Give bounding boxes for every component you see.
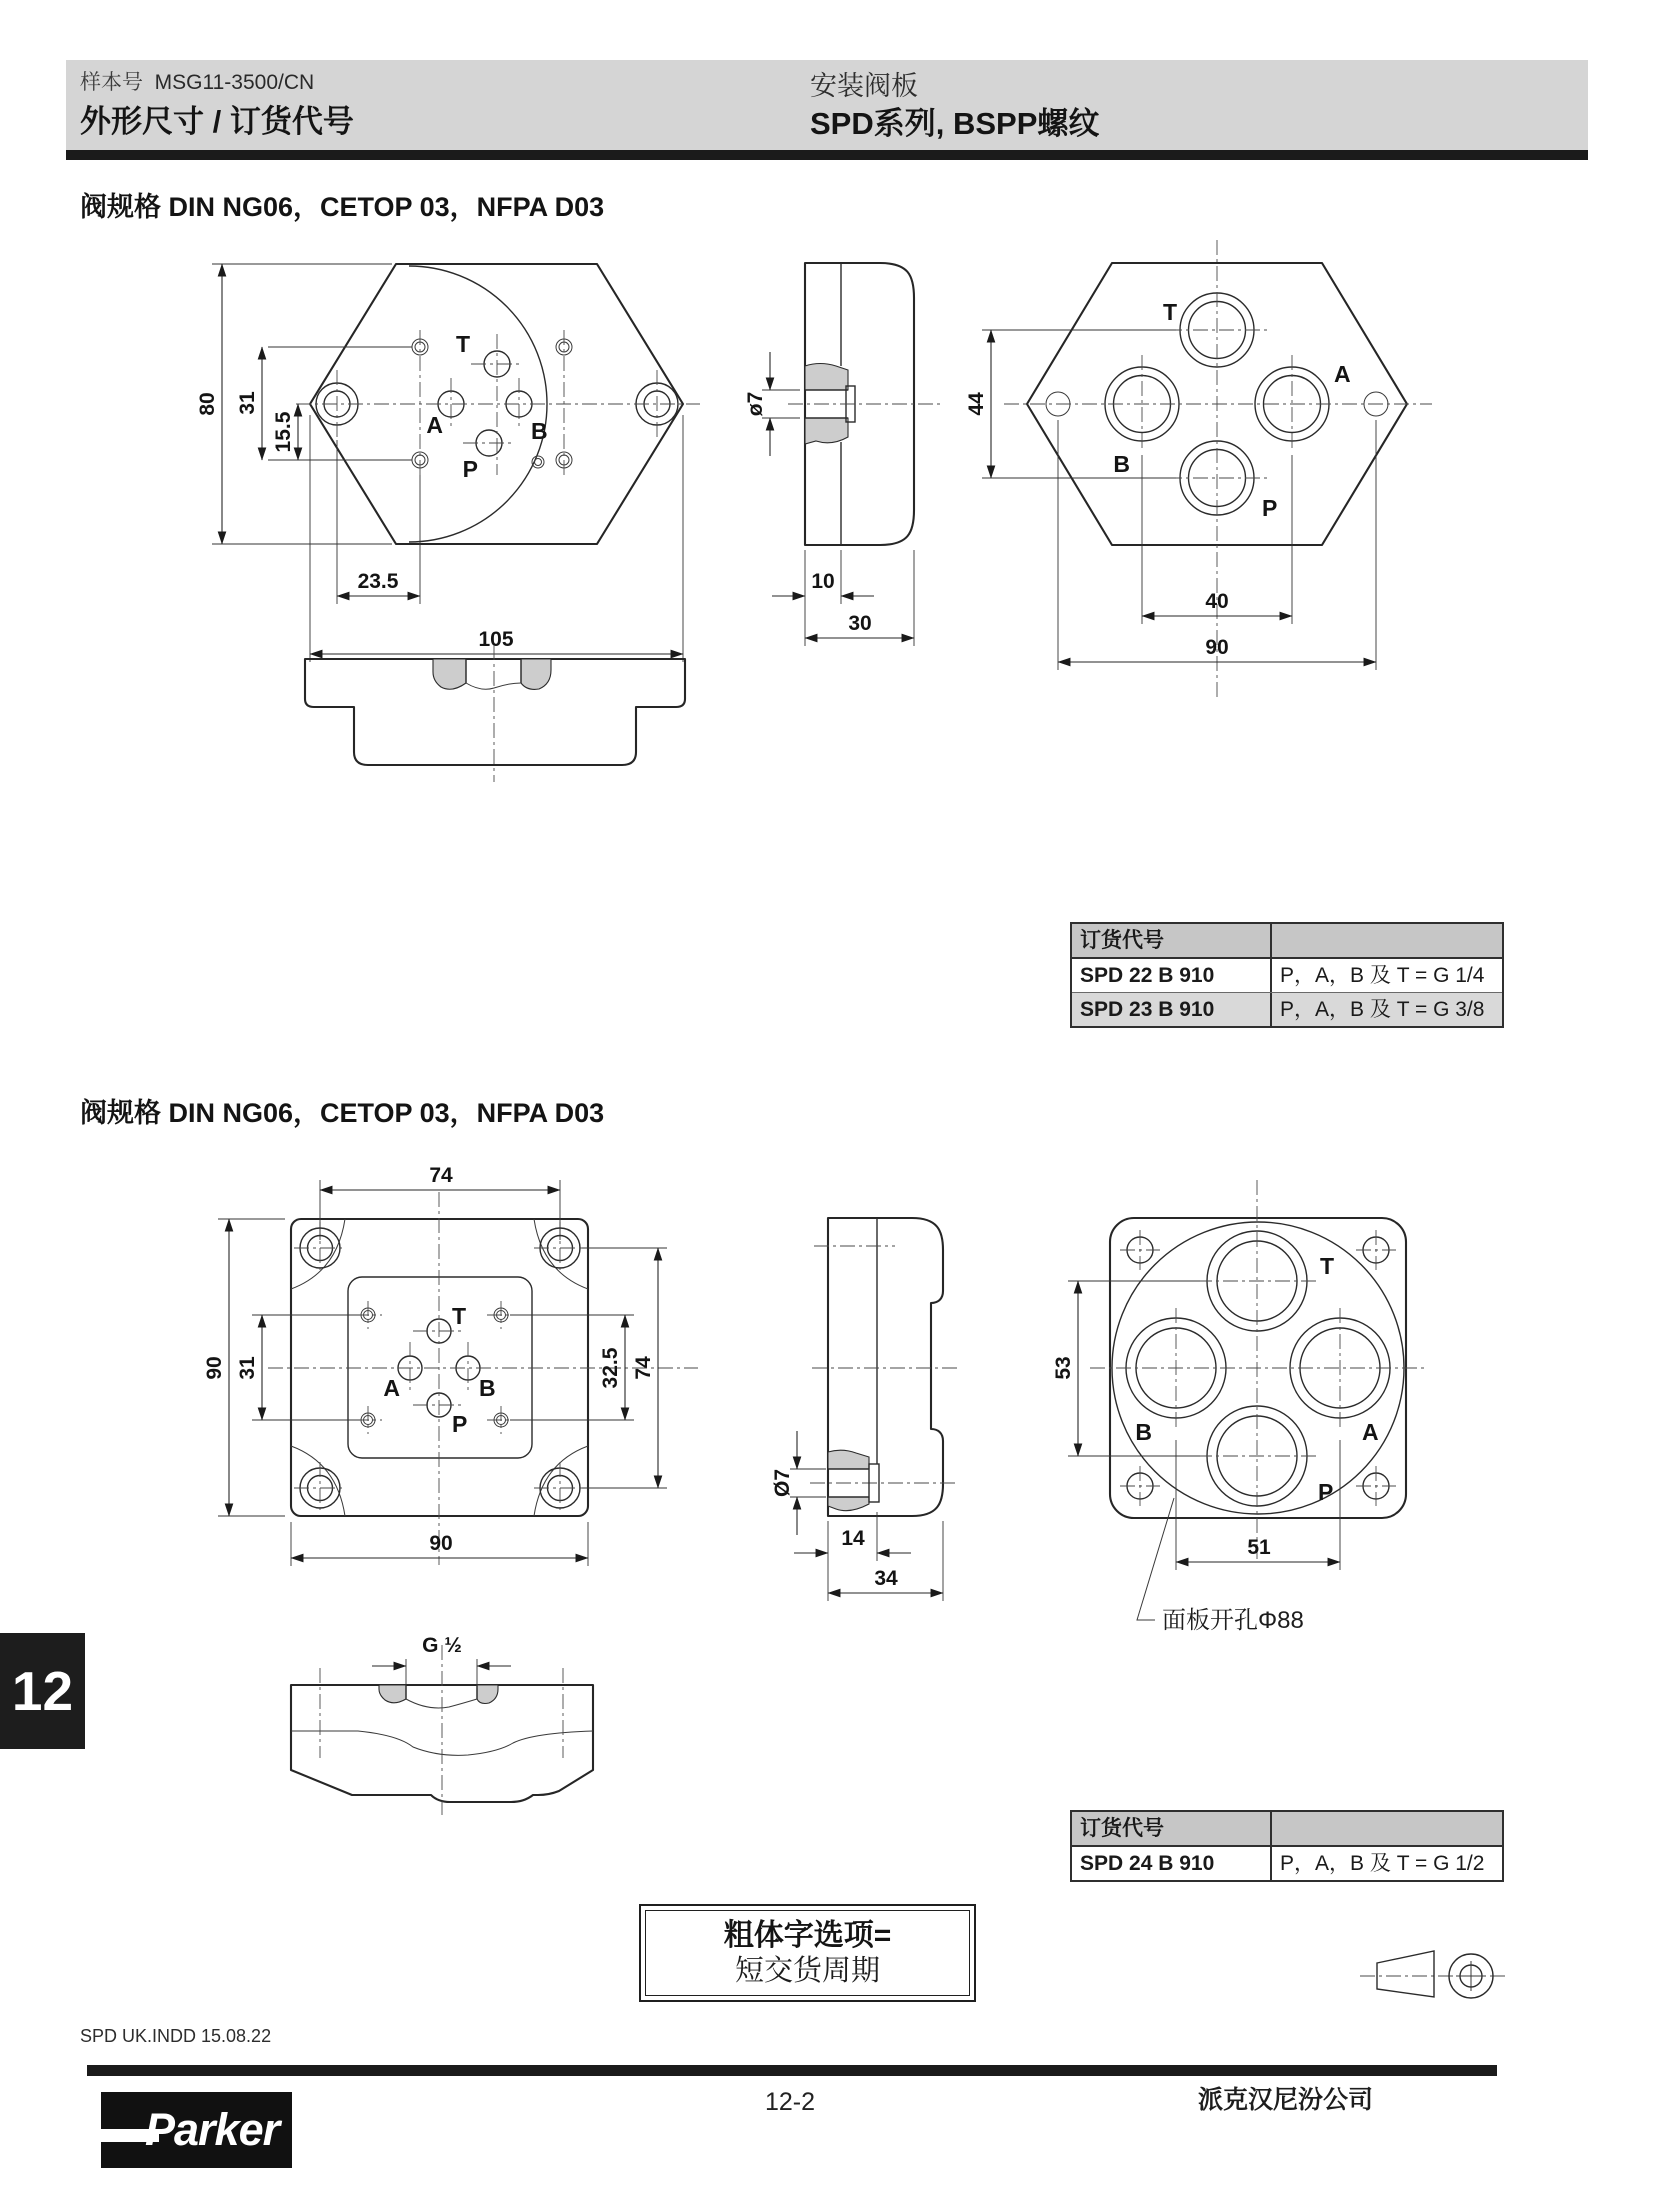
order-code-table-2 [1070, 1810, 1504, 1882]
table-header-row [1072, 1812, 1502, 1847]
order-desc: P，A，B 及 T = G 3/8 [1270, 993, 1502, 1026]
table2-header-label: 订货代号 [1072, 1812, 1270, 1847]
d1-dim-offset: 15.5 [272, 411, 295, 453]
note-inner-frame [645, 1910, 970, 1996]
d1-port-t-label: T [455, 331, 470, 357]
d2-side-view [771, 1218, 958, 1601]
order-code: SPD 23 B 910 [1080, 998, 1215, 1021]
doc-number: MSG11-3500/CN [154, 71, 315, 94]
d2r-port-b-label: B [1135, 1419, 1152, 1445]
d2-dim-total-thk: 34 [874, 1567, 898, 1590]
table-row [1072, 959, 1502, 993]
doc-label: 样本号 [80, 71, 143, 94]
table-row [1072, 1847, 1502, 1880]
d1-rear-view [965, 240, 1432, 700]
parker-logo-text: Parker [145, 2104, 280, 2155]
d1-dim-port-span-v: 44 [965, 392, 988, 416]
d2r-port-p-label: P [1318, 1479, 1334, 1505]
d1-dim-port-span-h: 40 [1205, 590, 1229, 613]
d1-dim-plate-thk: 10 [811, 570, 835, 593]
d2-dim-stud-dia: Ø7 [771, 1468, 794, 1498]
d1-side-view [744, 263, 940, 646]
d2-dim-bolt-span: 31 [236, 1356, 259, 1380]
d1-port-p-label: P [462, 456, 478, 482]
d2-dim-right-span: 74 [632, 1356, 655, 1380]
page-header [66, 60, 1588, 150]
d2-dim-width: 90 [429, 1532, 453, 1555]
note-line2: 短交货周期 [734, 1955, 880, 1987]
drawing1-hex-subplate [80, 225, 1520, 810]
product-title: 安装阀板 [810, 71, 918, 101]
page-number: 12-2 [764, 2088, 816, 2116]
d2-dim-port-span-v: 53 [1052, 1356, 1075, 1380]
d1-dim-height: 80 [196, 392, 219, 416]
product-subtitle: SPD系列, BSPP螺纹 [810, 106, 1100, 141]
chapter-tab [0, 1633, 85, 1749]
d2-thread-label: G ½ [422, 1634, 462, 1657]
d1-front-view [196, 264, 700, 662]
d2-dim-port-span-h: 51 [1247, 1536, 1271, 1559]
order-desc: P，A，B 及 T = G 1/2 [1270, 1847, 1502, 1880]
section2-title: 阀规格 DIN NG06，CETOP 03，NFPA D03 [80, 1098, 605, 1128]
d1-dim-width: 105 [478, 628, 514, 651]
d2-dim-plate-thk: 14 [841, 1527, 865, 1550]
d2-front-view [203, 1164, 698, 1566]
table2-header-empty [1270, 1812, 1502, 1847]
table-row [1072, 993, 1502, 1026]
d2-bottom-view [291, 1634, 593, 1815]
d1r-port-a-label: A [1334, 361, 1351, 387]
d1-dim-stud-dia: ø7 [744, 391, 767, 417]
d1r-port-t-label: T [1162, 299, 1177, 325]
order-desc: P，A，B 及 T = G 1/4 [1270, 959, 1502, 992]
d2-dim-height: 90 [203, 1356, 226, 1380]
d2r-port-t-label: T [1320, 1253, 1335, 1279]
d1-bottom-view [305, 645, 685, 782]
d2-port-b-label: B [479, 1375, 496, 1401]
d1r-port-b-label: B [1113, 451, 1130, 477]
table1-header-empty [1270, 924, 1502, 959]
d1r-port-p-label: P [1262, 495, 1278, 521]
d2-dim-hole-span: 32.5 [599, 1347, 622, 1389]
chapter-tab-label: 12 [11, 1660, 74, 1722]
note-line1: 粗体字选项= [723, 1919, 892, 1952]
panel-cutout-callout: 面板开孔Φ88 [1162, 1607, 1304, 1634]
footer-rule [87, 2065, 1497, 2076]
d2-port-a-label: A [383, 1375, 400, 1401]
doc-number-line [80, 66, 314, 96]
bold-option-note [639, 1904, 976, 2002]
d2-port-t-label: T [452, 1303, 467, 1329]
order-code: SPD 24 B 910 [1080, 1852, 1215, 1875]
d1-port-b-label: B [531, 418, 548, 444]
d1-port-a-label: A [426, 412, 443, 438]
file-note: SPD UK.INDD 15.08.22 [80, 2026, 272, 2046]
d2r-port-a-label: A [1362, 1419, 1379, 1445]
d1-dim-hole-offset: 23.5 [357, 570, 399, 593]
table1-header-label: 订货代号 [1072, 924, 1270, 959]
plug-symbol-icon [1355, 1935, 1515, 2005]
page-title: 外形尺寸 / 订货代号 [80, 104, 354, 139]
d2-rear-view [1052, 1180, 1428, 1634]
drawing2-square-subplate [80, 1140, 1520, 1830]
d2-port-p-label: P [452, 1411, 468, 1437]
section1-title: 阀规格 DIN NG06，CETOP 03，NFPA D03 [80, 192, 605, 222]
table-header-row [1072, 924, 1502, 959]
d1-dim-bolt-span: 31 [236, 391, 259, 415]
order-code: SPD 22 B 910 [1080, 964, 1215, 987]
d1-dim-back-width: 90 [1205, 636, 1229, 659]
order-code-table-1 [1070, 922, 1504, 1028]
header-rule [66, 150, 1588, 160]
d2-dim-top-span: 74 [429, 1164, 453, 1187]
company-name: 派克汉尼汾公司 [1197, 2086, 1373, 2114]
d1-dim-total-thk: 30 [848, 612, 872, 635]
parker-logo [101, 2092, 292, 2168]
